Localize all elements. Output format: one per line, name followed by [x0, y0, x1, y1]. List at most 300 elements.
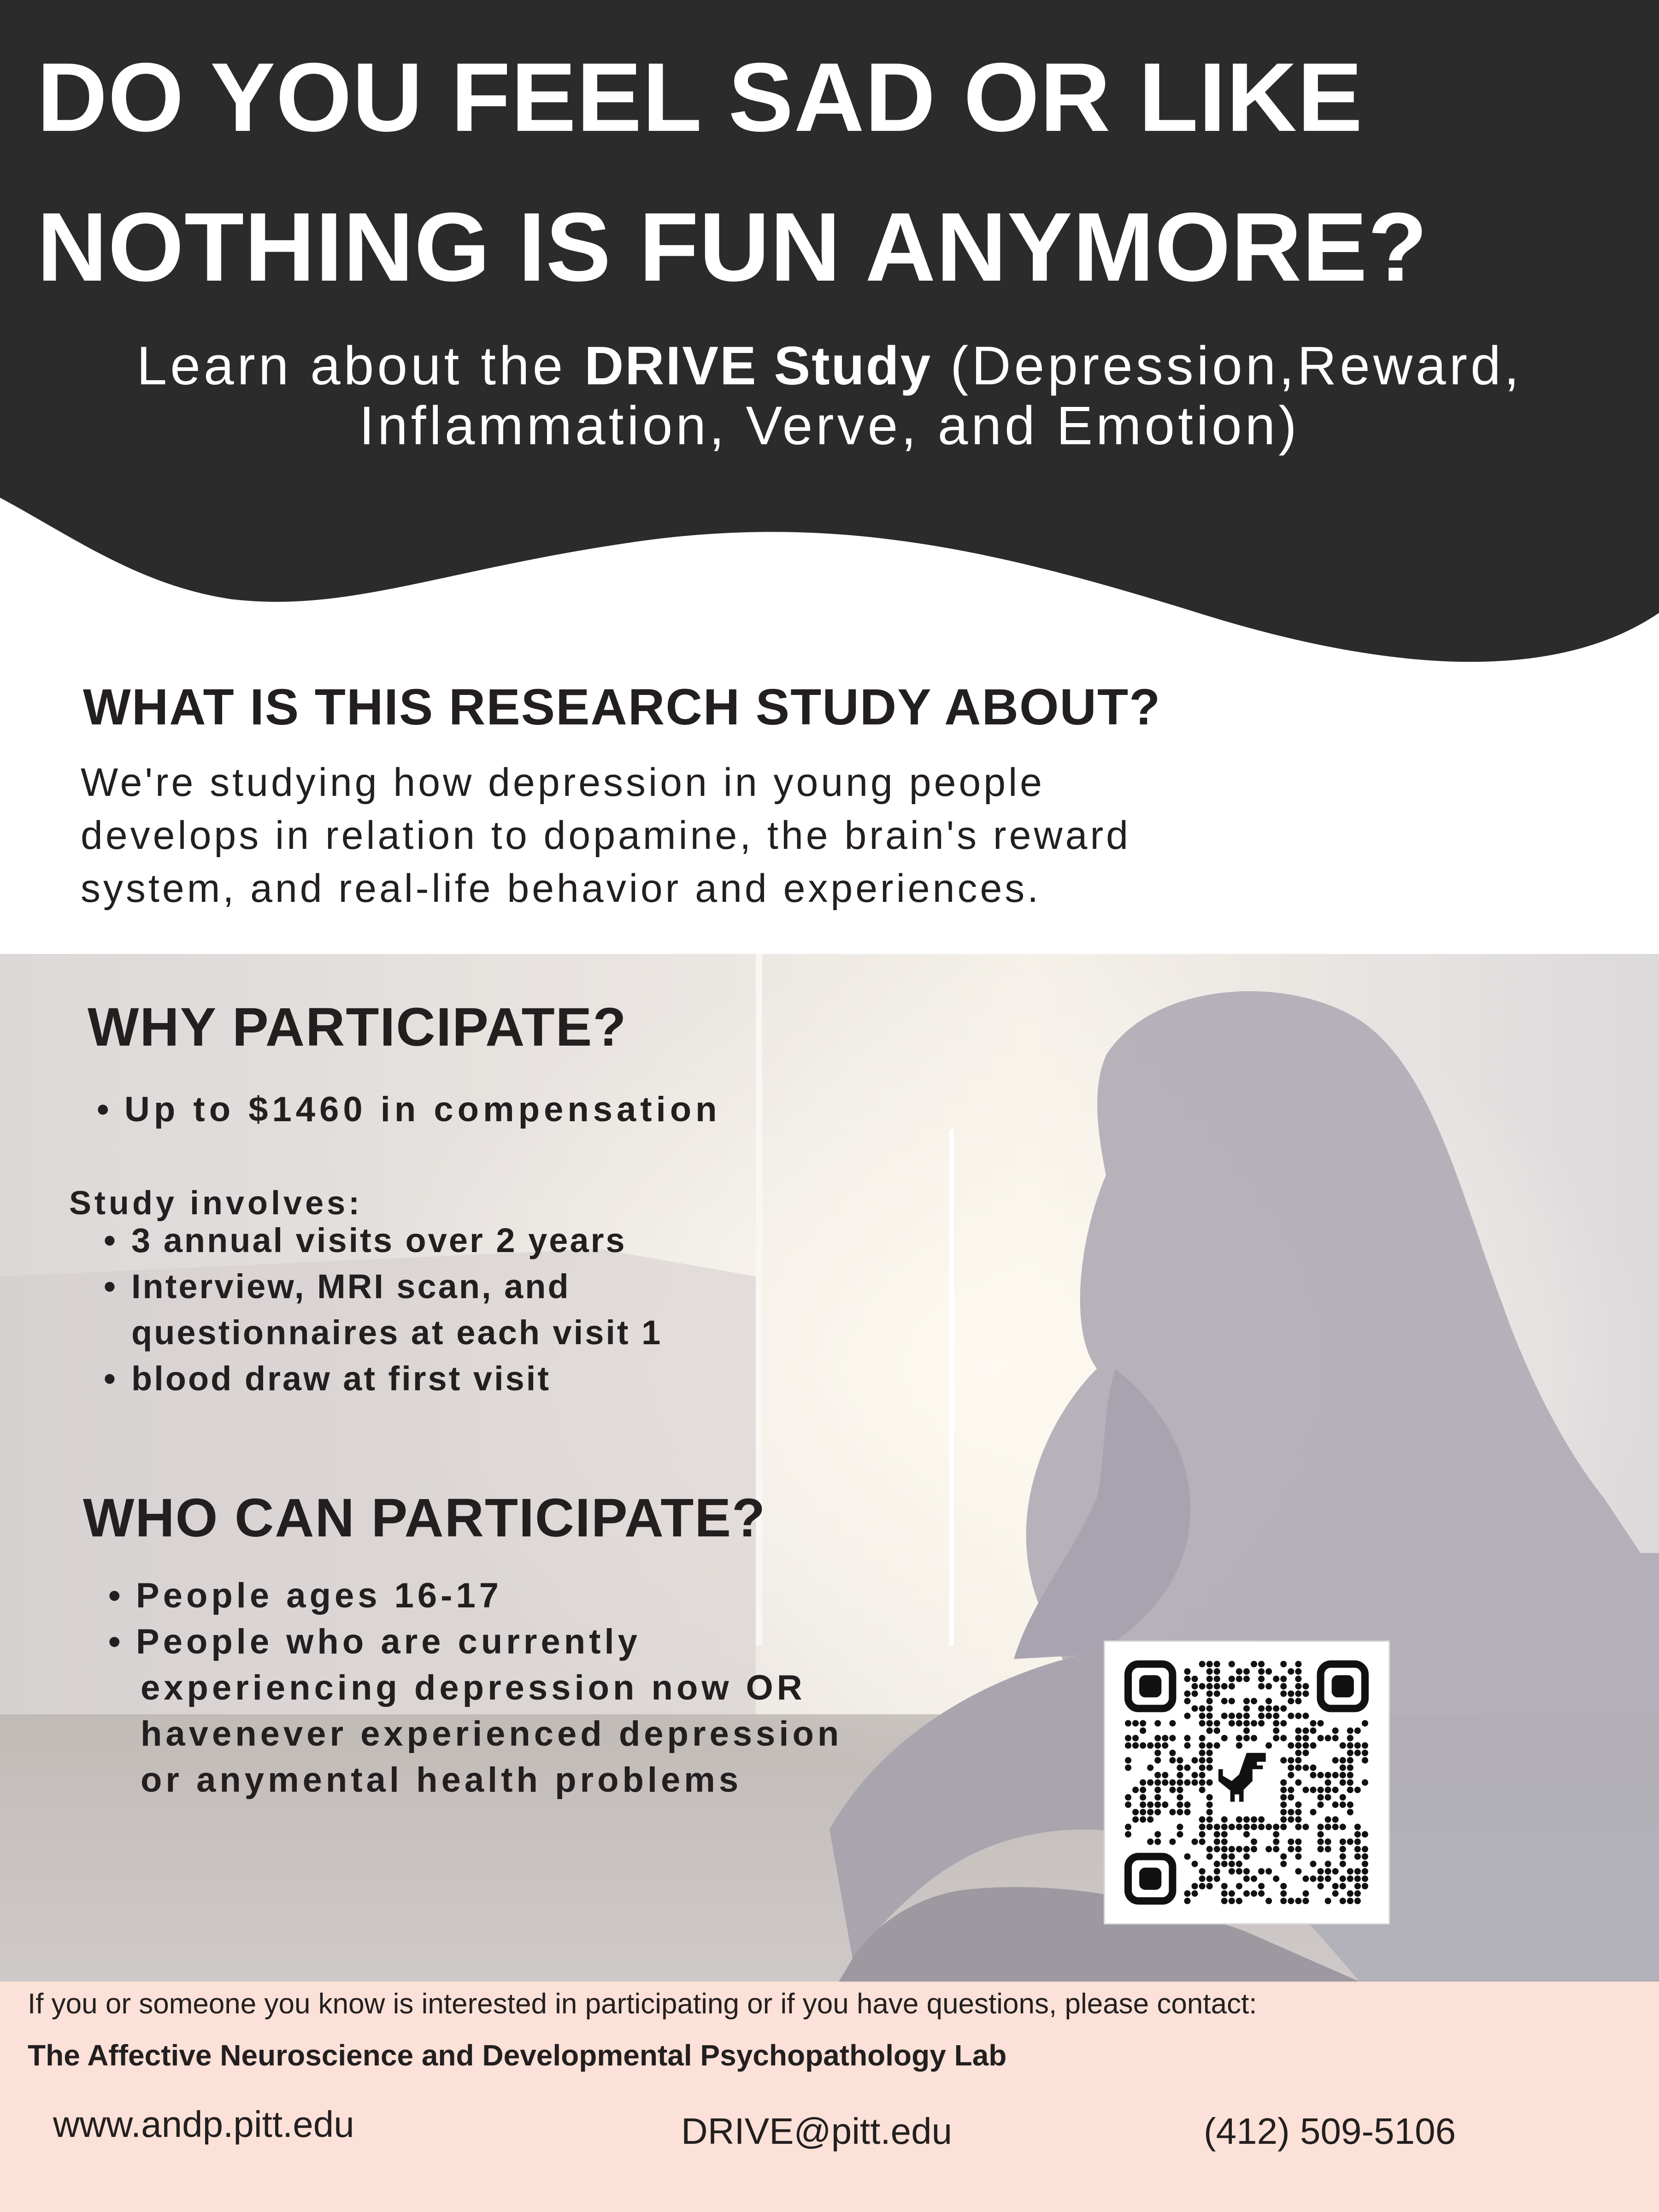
bullet-icon: •: [104, 1359, 118, 1398]
about-text-line: system, and real-life behavior and experiences.: [81, 866, 1041, 911]
qr-module: [1206, 1750, 1213, 1756]
bullet-icon: •: [104, 1221, 118, 1259]
qr-module: [1354, 1883, 1361, 1889]
qr-module: [1362, 1846, 1368, 1853]
qr-module: [1295, 1757, 1301, 1764]
qr-module: [1258, 1705, 1265, 1712]
qr-module: [1362, 1831, 1368, 1837]
qr-module: [1162, 1742, 1168, 1749]
qr-module: [1214, 1668, 1220, 1675]
qr-module: [1362, 1720, 1368, 1726]
qr-module: [1125, 1801, 1131, 1808]
qr-module: [1288, 1765, 1294, 1771]
qr-module: [1214, 1720, 1220, 1726]
qr-module: [1154, 1779, 1161, 1786]
list-item: [104, 1359, 551, 1398]
qr-module: [1199, 1787, 1206, 1793]
qr-module: [1288, 1690, 1294, 1697]
qr-module: [1318, 1876, 1324, 1882]
headline-line-1: DO YOU FEEL SAD OR LIKE: [37, 42, 1363, 152]
qr-module: [1288, 1668, 1294, 1675]
qr-module: [1258, 1816, 1265, 1823]
qr-module: [1199, 1765, 1206, 1771]
qr-module: [1288, 1772, 1294, 1778]
qr-module: [1184, 1801, 1190, 1808]
qr-module: [1177, 1794, 1183, 1800]
qr-module: [1347, 1735, 1353, 1741]
qr-module: [1354, 1838, 1361, 1845]
qr-module: [1154, 1794, 1161, 1800]
qr-module: [1347, 1728, 1353, 1734]
qr-module: [1206, 1816, 1213, 1823]
qr-module: [1214, 1861, 1220, 1867]
phone-number[interactable]: (412) 509-5106: [1204, 2111, 1456, 2152]
qr-module: [1177, 1787, 1183, 1793]
qr-module: [1221, 1838, 1228, 1845]
qr-module: [1354, 1742, 1361, 1749]
qr-module: [1214, 1876, 1220, 1882]
qr-module: [1192, 1676, 1198, 1682]
qr-module: [1273, 1876, 1279, 1882]
qr-module: [1192, 1690, 1198, 1697]
about-text-line: We're studying how depression in young people: [81, 760, 1045, 805]
qr-module: [1280, 1816, 1287, 1823]
subheadline-line-2: Inflammation, Verve, and Emotion): [359, 395, 1300, 456]
qr-module: [1206, 1794, 1213, 1800]
qr-module: [1199, 1757, 1206, 1764]
qr-module: [1125, 1720, 1131, 1726]
qr-module: [1280, 1720, 1287, 1726]
qr-module: [1354, 1846, 1361, 1853]
qr-module: [1273, 1838, 1279, 1845]
qr-module: [1192, 1890, 1198, 1897]
qr-module: [1258, 1712, 1265, 1719]
qr-module: [1340, 1861, 1346, 1867]
qr-module: [1199, 1772, 1206, 1778]
qr-module: [1318, 1794, 1324, 1800]
qr-module: [1229, 1712, 1235, 1719]
qr-module: [1332, 1816, 1339, 1823]
qr-module: [1347, 1779, 1353, 1786]
qr-module: [1362, 1853, 1368, 1860]
qr-module: [1229, 1853, 1235, 1860]
qr-module: [1340, 1757, 1346, 1764]
qr-module: [1236, 1883, 1242, 1889]
qr-module: [1295, 1809, 1301, 1815]
qr-module: [1236, 1861, 1242, 1867]
qr-module: [1236, 1824, 1242, 1830]
qr-module: [1221, 1712, 1228, 1719]
qr-module: [1251, 1838, 1257, 1845]
qr-module: [1192, 1861, 1198, 1867]
qr-module: [1280, 1853, 1287, 1860]
headline-line-2: NOTHING IS FUN ANYMORE?: [37, 192, 1428, 301]
qr-module: [1177, 1765, 1183, 1771]
qr-module: [1347, 1890, 1353, 1897]
qr-module: [1192, 1883, 1198, 1889]
list-item-text: blood draw at first visit: [131, 1359, 551, 1398]
qr-module: [1206, 1668, 1213, 1675]
qr-module: [1318, 1772, 1324, 1778]
qr-module: [1265, 1742, 1272, 1749]
qr-module: [1318, 1801, 1324, 1808]
qr-module: [1258, 1883, 1265, 1889]
qr-module: [1347, 1809, 1353, 1815]
qr-module: [1229, 1720, 1235, 1726]
qr-module: [1251, 1698, 1257, 1704]
qr-finder-pattern: [1128, 1664, 1172, 1708]
qr-module: [1221, 1824, 1228, 1830]
qr-module: [1265, 1712, 1272, 1719]
qr-module: [1265, 1898, 1272, 1904]
qr-module: [1347, 1750, 1353, 1756]
qr-module: [1184, 1668, 1190, 1675]
qr-module: [1288, 1809, 1294, 1815]
qr-module: [1154, 1831, 1161, 1837]
qr-module: [1310, 1787, 1317, 1793]
qr-module: [1280, 1676, 1287, 1682]
qr-module: [1354, 1750, 1361, 1756]
qr-module: [1243, 1735, 1250, 1741]
list-item-continuation: or anymental health problems: [141, 1760, 742, 1800]
qr-module: [1154, 1742, 1161, 1749]
qr-module: [1354, 1728, 1361, 1734]
study-name: DRIVE Study: [584, 335, 932, 396]
qr-module: [1280, 1757, 1287, 1764]
qr-module: [1177, 1831, 1183, 1837]
qr-module: [1206, 1683, 1213, 1689]
qr-module: [1318, 1846, 1324, 1853]
qr-module: [1221, 1861, 1228, 1867]
qr-module: [1280, 1809, 1287, 1815]
qr-module: [1169, 1757, 1176, 1764]
qr-module: [1295, 1668, 1301, 1675]
qr-module: [1214, 1683, 1220, 1689]
qr-module: [1340, 1772, 1346, 1778]
list-item-text: People who are currently: [136, 1622, 641, 1661]
qr-module: [1325, 1876, 1331, 1882]
qr-module: [1236, 1846, 1242, 1853]
qr-module: [1258, 1676, 1265, 1682]
dinosaur-icon: [1218, 1753, 1266, 1802]
qr-module: [1347, 1742, 1353, 1749]
qr-module: [1199, 1705, 1206, 1712]
qr-module: [1251, 1824, 1257, 1830]
qr-module: [1295, 1838, 1301, 1845]
qr-module: [1206, 1757, 1213, 1764]
qr-module: [1310, 1809, 1317, 1815]
qr-module: [1184, 1890, 1190, 1897]
qr-module: [1340, 1876, 1346, 1882]
qr-module: [1288, 1712, 1294, 1719]
list-item-text: People ages 16-17: [136, 1576, 503, 1615]
qr-module: [1154, 1735, 1161, 1741]
qr-module: [1302, 1876, 1309, 1882]
qr-module: [1169, 1787, 1176, 1793]
qr-module: [1318, 1831, 1324, 1837]
qr-module: [1325, 1846, 1331, 1853]
qr-module: [1362, 1883, 1368, 1889]
why-participate-title: WHY PARTICIPATE?: [88, 997, 627, 1058]
qr-module: [1169, 1720, 1176, 1726]
qr-module: [1199, 1824, 1206, 1830]
qr-module: [1147, 1765, 1153, 1771]
qr-module: [1318, 1735, 1324, 1741]
qr-module: [1273, 1846, 1279, 1853]
qr-module: [1162, 1779, 1168, 1786]
qr-module: [1125, 1757, 1131, 1764]
about-text-line: develops in relation to dopamine, the brain's reward: [81, 813, 1131, 858]
qr-module: [1325, 1861, 1331, 1867]
qr-module: [1199, 1750, 1206, 1756]
qr-module: [1229, 1698, 1235, 1704]
qr-module: [1273, 1676, 1279, 1682]
qr-module: [1280, 1661, 1287, 1667]
website-link[interactable]: www.andp.pitt.edu: [53, 2104, 354, 2145]
qr-module: [1214, 1831, 1220, 1837]
qr-module: [1125, 1794, 1131, 1800]
qr-module: [1147, 1779, 1153, 1786]
qr-module: [1332, 1883, 1339, 1889]
qr-module: [1251, 1846, 1257, 1853]
qr-module: [1140, 1809, 1146, 1815]
qr-module: [1132, 1816, 1139, 1823]
qr-module: [1340, 1742, 1346, 1749]
qr-module: [1162, 1772, 1168, 1778]
qr-module: [1280, 1683, 1287, 1689]
qr-module: [1177, 1824, 1183, 1830]
qr-module: [1140, 1816, 1146, 1823]
qr-module: [1125, 1824, 1131, 1830]
qr-module: [1295, 1698, 1301, 1704]
qr-module: [1280, 1779, 1287, 1786]
qr-module: [1221, 1683, 1228, 1689]
list-item: [108, 1578, 502, 1613]
qr-module: [1251, 1735, 1257, 1741]
qr-module: [1236, 1868, 1242, 1875]
qr-module: [1206, 1853, 1213, 1860]
qr-module: [1154, 1757, 1161, 1764]
qr-module: [1199, 1742, 1206, 1749]
qr-module: [1340, 1779, 1346, 1786]
qr-module: [1199, 1720, 1206, 1726]
qr-module: [1206, 1876, 1213, 1882]
qr-module: [1140, 1728, 1146, 1734]
qr-module: [1184, 1765, 1190, 1771]
qr-module: [1177, 1809, 1183, 1815]
qr-module: [1302, 1898, 1309, 1904]
qr-module: [1162, 1735, 1168, 1741]
qr-module: [1332, 1801, 1339, 1808]
qr-code[interactable]: [1104, 1641, 1390, 1924]
qr-module: [1354, 1876, 1361, 1882]
qr-module: [1206, 1779, 1213, 1786]
about-title: WHAT IS THIS RESEARCH STUDY ABOUT?: [83, 679, 1161, 735]
qr-module: [1184, 1853, 1190, 1860]
qr-module: [1354, 1868, 1361, 1875]
qr-module: [1318, 1883, 1324, 1889]
qr-module: [1192, 1683, 1198, 1689]
bullet-icon: •: [108, 1576, 124, 1615]
qr-module: [1206, 1728, 1213, 1734]
qr-module: [1310, 1765, 1317, 1771]
qr-module: [1280, 1883, 1287, 1889]
qr-module: [1340, 1838, 1346, 1845]
qr-module: [1147, 1838, 1153, 1845]
qr-module: [1214, 1846, 1220, 1853]
qr-module: [1295, 1846, 1301, 1853]
qr-module: [1184, 1690, 1190, 1697]
qr-module: [1132, 1720, 1139, 1726]
qr-module: [1125, 1765, 1131, 1771]
qr-module: [1192, 1772, 1198, 1778]
qr-module: [1295, 1868, 1301, 1875]
qr-module: [1332, 1890, 1339, 1897]
qr-module: [1318, 1720, 1324, 1726]
qr-module: [1132, 1809, 1139, 1815]
list-item: [104, 1221, 627, 1259]
qr-module: [1295, 1824, 1301, 1830]
qr-module: [1310, 1772, 1317, 1778]
qr-module: [1243, 1705, 1250, 1712]
qr-module: [1169, 1809, 1176, 1815]
qr-module: [1258, 1668, 1265, 1675]
qr-module: [1310, 1861, 1317, 1867]
qr-module: [1184, 1742, 1190, 1749]
qr-module: [1132, 1735, 1139, 1741]
qr-module: [1265, 1824, 1272, 1830]
qr-module: [1273, 1824, 1279, 1830]
contact-intro: If you or someone you know is interested in participating or if you have questions, please contact:: [28, 1988, 1257, 2020]
qr-module: [1229, 1898, 1235, 1904]
qr-module: [1214, 1661, 1220, 1667]
qr-module: [1206, 1698, 1213, 1704]
qr-module: [1221, 1831, 1228, 1837]
qr-module: [1302, 1787, 1309, 1793]
qr-module: [1214, 1868, 1220, 1875]
qr-module: [1325, 1794, 1331, 1800]
qr-module: [1347, 1838, 1353, 1845]
qr-module: [1295, 1765, 1301, 1771]
qr-module: [1132, 1742, 1139, 1749]
qr-module: [1258, 1890, 1265, 1897]
qr-module: [1214, 1676, 1220, 1682]
qr-module: [1347, 1876, 1353, 1882]
qr-module: [1184, 1712, 1190, 1719]
qr-finder-pattern: [1321, 1664, 1365, 1708]
qr-module: [1362, 1868, 1368, 1875]
qr-module: [1258, 1683, 1265, 1689]
subheadline-line-1: [0, 335, 1659, 396]
qr-module: [1340, 1801, 1346, 1808]
qr-module: [1243, 1890, 1250, 1897]
qr-module: [1140, 1794, 1146, 1800]
qr-module: [1229, 1846, 1235, 1853]
list-item-text: 3 annual visits over 2 years: [131, 1221, 627, 1259]
qr-module: [1295, 1853, 1301, 1860]
qr-module: [1229, 1683, 1235, 1689]
qr-module: [1295, 1816, 1301, 1823]
qr-module: [1332, 1868, 1339, 1875]
lab-name: The Affective Neuroscience and Developmental Psychopathology Lab: [28, 2039, 1007, 2072]
qr-module: [1206, 1824, 1213, 1830]
qr-module: [1199, 1735, 1206, 1741]
qr-module: [1354, 1898, 1361, 1904]
email-link[interactable]: DRIVE@pitt.edu: [681, 2111, 953, 2152]
qr-module: [1199, 1831, 1206, 1837]
qr-module: [1332, 1757, 1339, 1764]
qr-module: [1154, 1772, 1161, 1778]
qr-module: [1325, 1868, 1331, 1875]
qr-module: [1169, 1779, 1176, 1786]
qr-module: [1206, 1846, 1213, 1853]
qr-module: [1347, 1898, 1353, 1904]
list-item-text: Interview, MRI scan, and: [131, 1267, 571, 1306]
qr-module: [1280, 1690, 1287, 1697]
qr-module: [1273, 1728, 1279, 1734]
qr-module: [1325, 1735, 1331, 1741]
qr-module: [1206, 1809, 1213, 1815]
qr-module: [1229, 1676, 1235, 1682]
qr-module: [1199, 1816, 1206, 1823]
qr-module: [1229, 1661, 1235, 1667]
qr-module: [1206, 1712, 1213, 1719]
qr-module: [1236, 1676, 1242, 1682]
qr-module: [1221, 1698, 1228, 1704]
qr-code-icon: [1124, 1660, 1369, 1905]
qr-module: [1236, 1712, 1242, 1719]
qr-module: [1162, 1801, 1168, 1808]
qr-module: [1206, 1765, 1213, 1771]
qr-module: [1177, 1772, 1183, 1778]
qr-module: [1362, 1779, 1368, 1786]
qr-module: [1340, 1898, 1346, 1904]
qr-module: [1288, 1757, 1294, 1764]
qr-module: [1318, 1838, 1324, 1845]
qr-module: [1147, 1801, 1153, 1808]
who-can-participate-title: WHO CAN PARTICIPATE?: [83, 1488, 766, 1548]
qr-module: [1295, 1690, 1301, 1697]
qr-module: [1347, 1765, 1353, 1771]
qr-module: [1192, 1838, 1198, 1845]
qr-module: [1206, 1676, 1213, 1682]
qr-module: [1332, 1772, 1339, 1778]
qr-module: [1229, 1890, 1235, 1897]
qr-module: [1221, 1853, 1228, 1860]
qr-module: [1199, 1712, 1206, 1719]
qr-module: [1221, 1898, 1228, 1904]
qr-module: [1236, 1668, 1242, 1675]
bullet-icon: •: [104, 1267, 118, 1306]
qr-module: [1302, 1728, 1309, 1734]
qr-module: [1295, 1750, 1301, 1756]
qr-module: [1325, 1772, 1331, 1778]
qr-module: [1265, 1705, 1272, 1712]
qr-module: [1199, 1683, 1206, 1689]
qr-module: [1354, 1824, 1361, 1830]
qr-module: [1258, 1824, 1265, 1830]
qr-module: [1340, 1824, 1346, 1830]
qr-module: [1184, 1698, 1190, 1704]
qr-module: [1206, 1661, 1213, 1667]
qr-module: [1154, 1787, 1161, 1793]
qr-module: [1140, 1801, 1146, 1808]
qr-module: [1362, 1861, 1368, 1867]
qr-module: [1347, 1801, 1353, 1808]
qr-module: [1125, 1831, 1131, 1837]
qr-module: [1243, 1846, 1250, 1853]
qr-module: [1251, 1876, 1257, 1882]
